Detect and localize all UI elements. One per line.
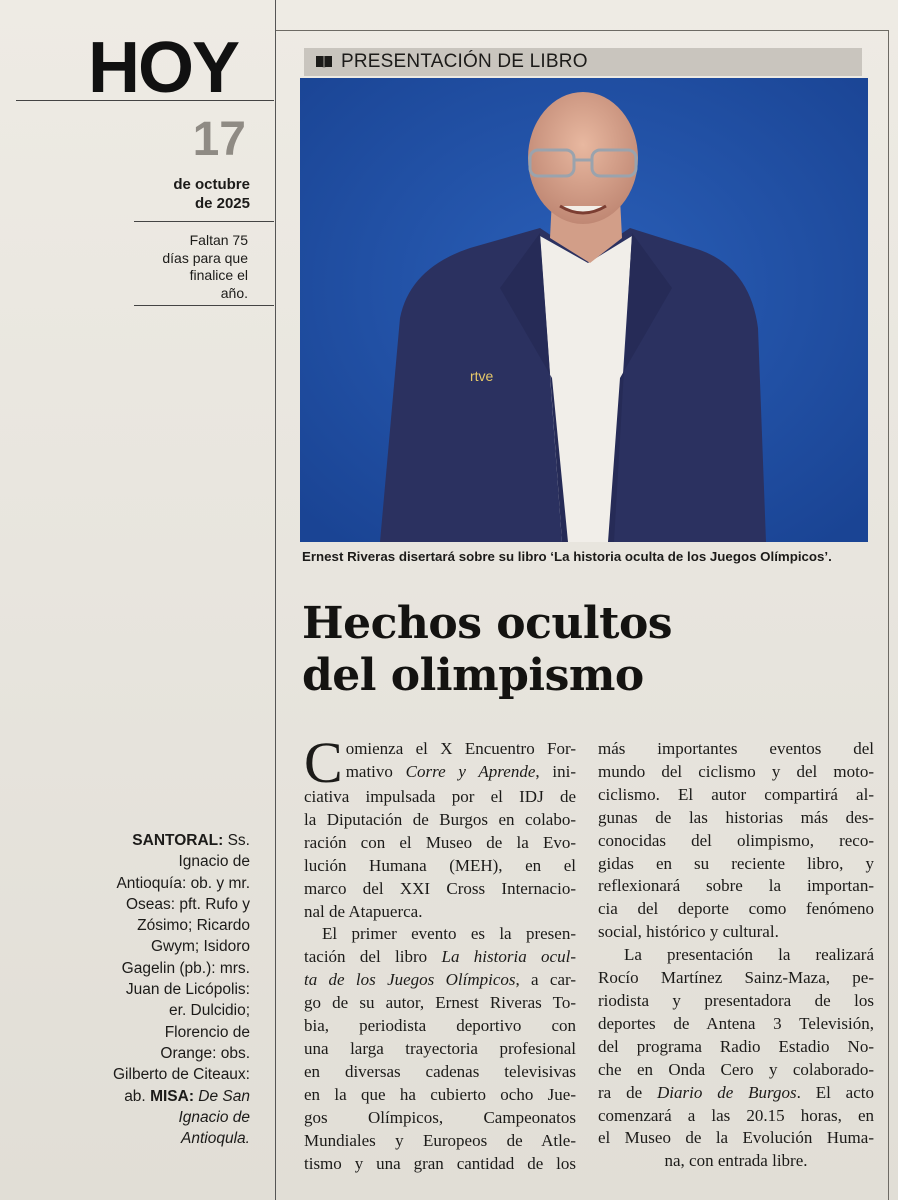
book-icon (315, 55, 333, 69)
body-line: del programa Radio Estadio No- (598, 1036, 874, 1056)
santoral-line (110, 830, 250, 851)
misa-text: Ignacio de (178, 1108, 250, 1126)
body-line (304, 761, 576, 784)
body-line: ciclismo. El autor compartirá al- (598, 784, 874, 804)
date-rule (134, 221, 274, 222)
body-line: deportes de Antena 3 Televisión, (598, 1013, 874, 1033)
body-column-1 (304, 730, 577, 1175)
body-line: más importantes eventos del (598, 739, 874, 758)
body-line: go de su autor, Ernest Riveras To- (304, 993, 576, 1013)
body-line: comenzará a las 20.15 horas, en (598, 1105, 874, 1125)
rtve-logo: rtve (470, 368, 494, 384)
santoral-line: Juan de Licópolis: (125, 981, 250, 999)
santoral-text: Ss. (227, 832, 250, 849)
santoral-line: Ignacio de (178, 853, 250, 871)
santoral-label: SANTORAL: (132, 832, 224, 849)
headline (302, 598, 862, 702)
body-line: en diversas cadenas televisivas (304, 1061, 576, 1081)
santoral-box (110, 830, 250, 1149)
body-line: nal de Atapuerca. (304, 901, 423, 921)
misa-label: MISA: (150, 1087, 194, 1105)
body-line: tación del libro La historia ocul- (304, 947, 576, 967)
top-rule (276, 30, 888, 31)
body-line: riodista y presentadora de los (598, 990, 874, 1010)
body-line: La presentación la realizará (624, 945, 874, 965)
remaining-line: año. (220, 284, 248, 301)
body-line: El primer evento es la presen- (322, 924, 576, 944)
remaining-line: días para que (162, 249, 248, 266)
santoral-line: Gilberto de Citeaux: (113, 1066, 250, 1084)
misa-line (110, 1107, 250, 1128)
body-line: omienza el X Encuentro For- (345, 739, 576, 758)
body-line: che en Onda Cero y colaborado- (598, 1059, 874, 1079)
portrait-illustration (300, 78, 868, 542)
drop-cap: C (304, 730, 343, 795)
misa-line (110, 1128, 250, 1149)
headline-line: Hechos ocultos (302, 598, 673, 649)
body-line: ra de Diario de Burgos. El acto (598, 1082, 874, 1102)
body-line: tismo y una gran cantidad de los (304, 1153, 576, 1173)
body-line: bia, periodista deportivo con (304, 1016, 576, 1036)
section-kicker (304, 48, 862, 76)
remaining-days (128, 232, 248, 302)
body-line: el Museo de la Evolución Huma- (598, 1128, 874, 1148)
body-line: reflexionará sobre la importan- (598, 876, 874, 896)
santoral-line: Orange: obs. (160, 1044, 250, 1062)
body-line: Mundiales y Europeos de Atle- (304, 1130, 576, 1150)
santoral-line: Gwym; Isidoro (150, 938, 250, 956)
remaining-rule (134, 305, 274, 306)
body-line: una larga trayectoria profesional (304, 1038, 576, 1058)
date-month (110, 175, 250, 213)
author-photo (300, 78, 868, 542)
body-line: en la que ha cubierto ocho Jue- (304, 1084, 576, 1104)
santoral-line: Florencio de (164, 1023, 250, 1041)
body-line: marco del XXI Cross Internacio- (304, 878, 576, 898)
right-edge-rule (888, 30, 889, 1200)
remaining-line: finalice el (189, 267, 248, 283)
body-line: social, histórico y cultural. (598, 922, 779, 942)
body-column-2 (598, 738, 874, 1173)
date-month-line: de octubre (173, 176, 250, 193)
body-line: gunas de las historias más des- (598, 807, 874, 827)
headline-line: del olimpismo (302, 650, 644, 701)
santoral-line: er. Dulcidio; (169, 1002, 250, 1020)
santoral-text: ab. (124, 1087, 146, 1105)
body-line: gidas en su reciente libro, y (598, 853, 874, 873)
body-line: la Diputación de Burgos en colabo- (304, 809, 576, 829)
santoral-line: Gagelin (pb.): mrs. (121, 959, 250, 977)
photo-caption: Ernest Riveras disertará sobre su libro ‘La historia oculta de los Juegos Olímpicos’. (302, 549, 832, 564)
body-line: mundo del ciclismo y del moto- (598, 761, 874, 781)
body-line: ración con el Museo de la Evo- (304, 832, 576, 852)
remaining-line: Faltan 75 (189, 232, 248, 248)
date-year-line: de 2025 (194, 195, 250, 212)
misa-text: De San (198, 1087, 250, 1105)
body-line: ta de los Juegos Olímpicos, a car- (304, 970, 576, 990)
santoral-line (110, 1086, 250, 1107)
body-line: conocidas del olimpismo, reco- (598, 830, 874, 850)
body-line: gos Olímpicos, Campeonatos (304, 1107, 576, 1127)
santoral-line: Antioquía: ob. y mr. (116, 874, 250, 892)
hoy-label: HOY (88, 28, 239, 108)
section-label: PRESENTACIÓN DE LIBRO (341, 51, 588, 72)
body-line: Rocío Martínez Sainz-Maza, pe- (598, 968, 874, 988)
body-line: na, con entrada libre. (664, 1151, 808, 1171)
day-number: 17 (192, 113, 246, 166)
left-column-rule (275, 0, 276, 1200)
body-line: lución Humana (MEH), en el (304, 855, 576, 875)
santoral-line: Oseas: pft. Rufo y (125, 895, 250, 913)
body-line: cia del deporte como fenómeno (598, 899, 874, 919)
body-text: mativo Corre y Aprende, ini- (345, 761, 577, 781)
misa-text: Antioqula. (181, 1130, 250, 1148)
body-line: ciativa impulsada por el IDJ de (304, 787, 576, 806)
santoral-line: Zósimo; Ricardo (137, 917, 250, 935)
